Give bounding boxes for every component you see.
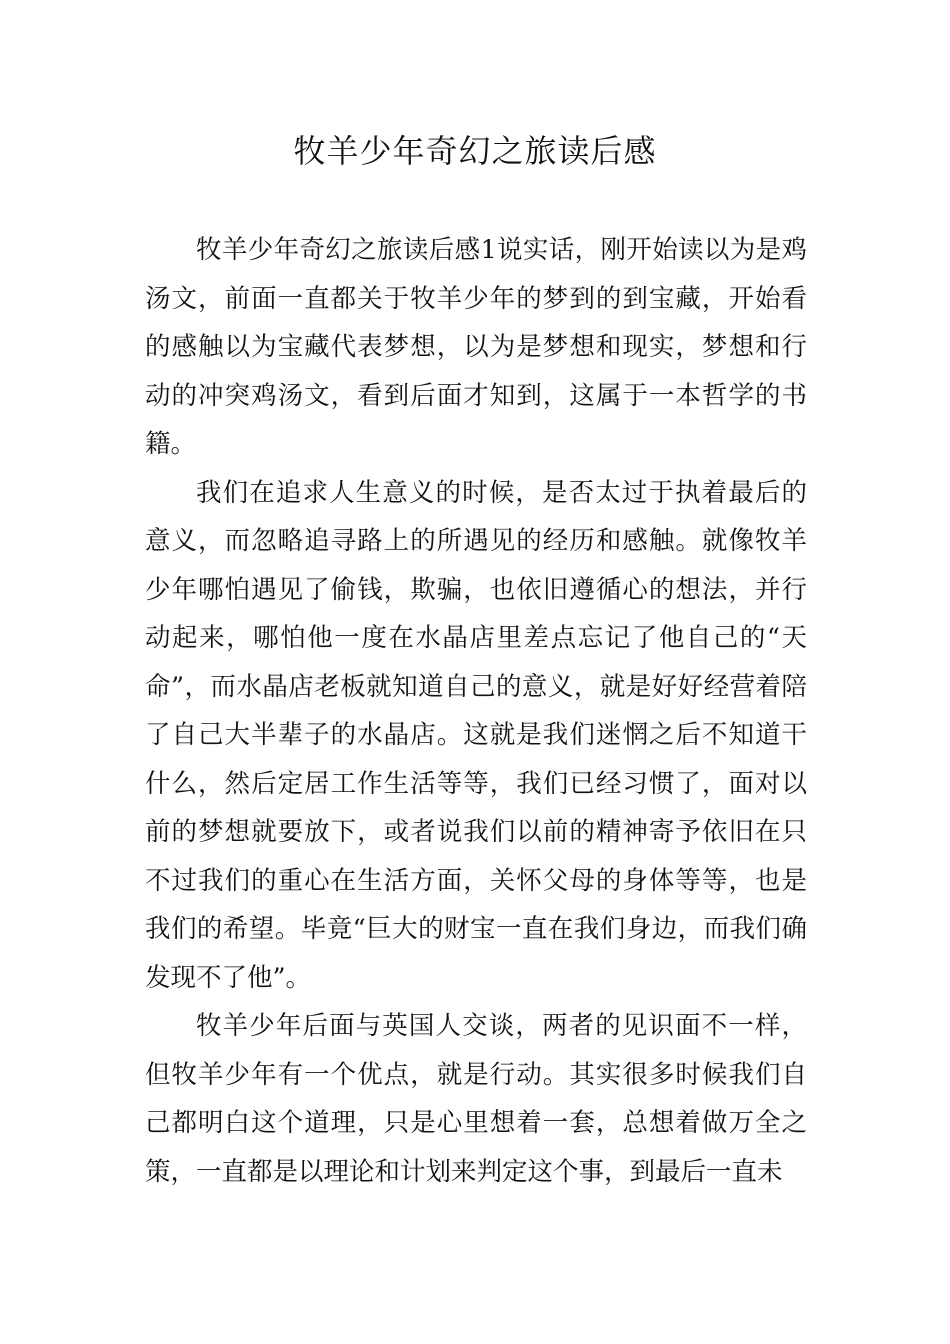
document-body xyxy=(145,226,807,1196)
paragraph-2: 我们在追求人生意义的时候，是否太过于执着最后的意义，而忽略追寻路上的所遇见的经历和感触。就像牧羊少年哪怕遇见了偷钱，欺骗，也依旧遵循心的想法，并行动起来，哪怕他一度在水晶店里差点忘记了他自己的“天命”，而水晶店老板就知道自己的意义，就是好好经营着陪了自己大半辈子的水晶店。这就是我们迷惘之后不知道干什么，然后定居工作生活等等，我们已经习惯了，面对以前的梦想就要放下，或者说我们以前的精神寄予依旧在只不过我们的重心在生活方面，关怀父母的身体等等，也是我们的希望。毕竟“巨大的财宝一直在我们身边，而我们确发现不了他”。 xyxy=(145,477,807,993)
paragraph-3: 牧羊少年后面与英国人交谈，两者的见识面不一样，但牧羊少年有一个优点，就是行动。其实很多时候我们自己都明白这个道理，只是心里想着一套，总想着做万全之策，一直都是以理论和计划来判定这个事，到最后一直未 xyxy=(145,1011,807,1187)
document-title: 牧羊少年奇幻之旅读后感 xyxy=(293,132,657,170)
paragraph-1: 牧羊少年奇幻之旅读后感1说实话，刚开始读以为是鸡汤文，前面一直都关于牧羊少年的梦到的到宝藏，开始看的感触以为宝藏代表梦想，以为是梦想和现实，梦想和行动的冲突鸡汤文，看到后面才知到，这属于一本哲学的书籍。 xyxy=(145,235,807,459)
